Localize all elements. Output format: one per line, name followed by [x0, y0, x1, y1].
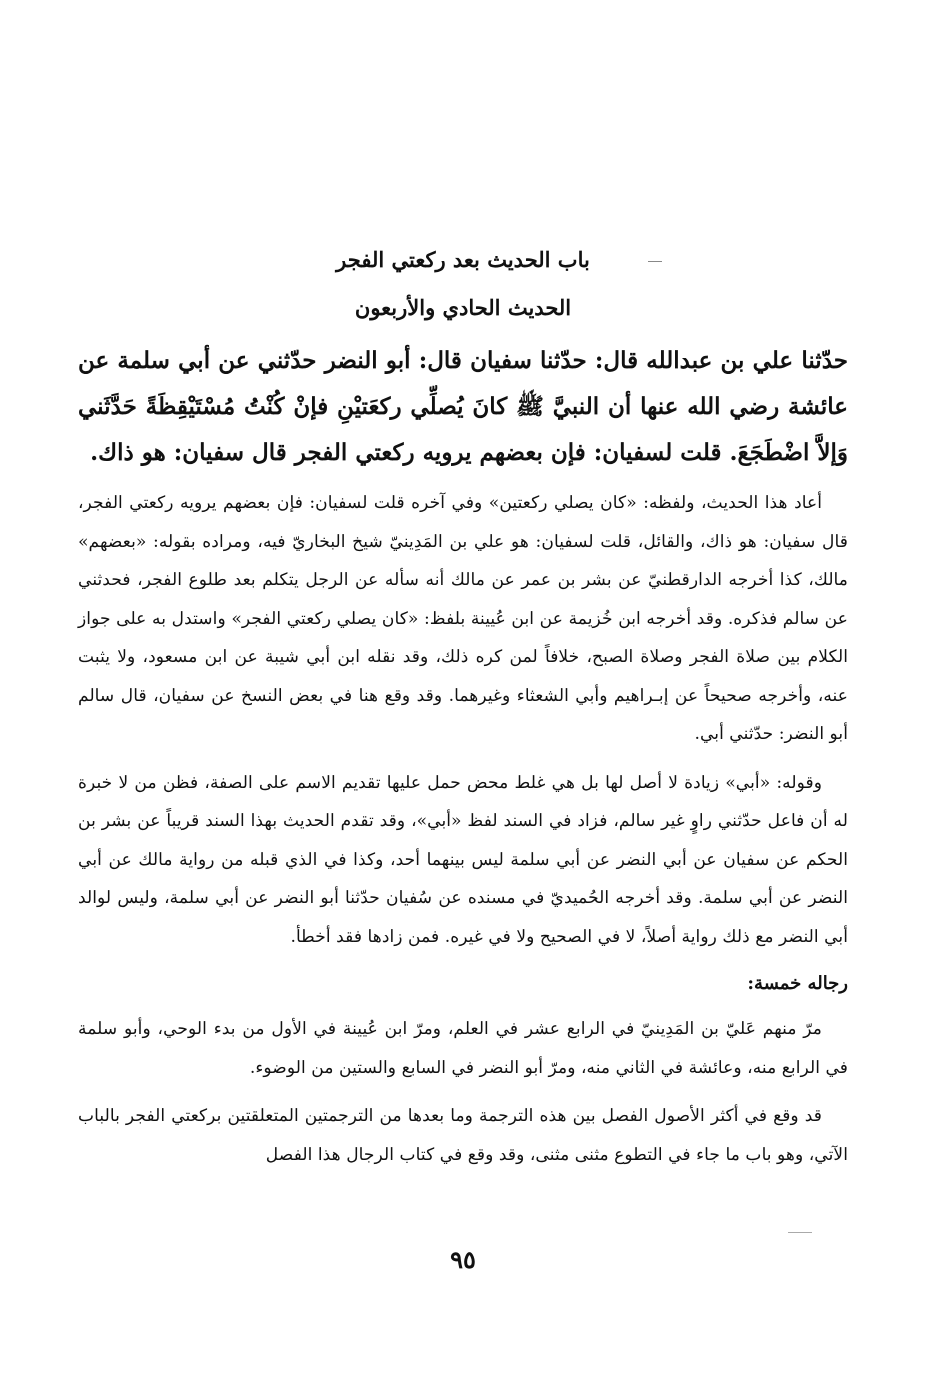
decorative-mark — [788, 1232, 812, 1233]
narrators-heading: رجاله خمسة: — [747, 973, 848, 994]
chapter-title: باب الحديث بعد ركعتي الفجر — [336, 247, 590, 272]
hadith-text: حدّثنا علي بن عبدالله قال: حدّثنا سفيان قال: أبو النضر حدّثني عن أبي سلمة عن عائشة رضي الله عنها أن النبيَّ ﷺ كانَ يُصلِّي ركعَتيْنِ فإنْ كُنْتُ مُسْتَيْقِظَةً حَدَّثَني وَإلاَّ اضْطَجَعَ. قلت لسفيان: فإن بعضهم يرويه ركعتي الفجر قال سفيان: هو ذاك. — [78, 347, 848, 466]
narrators-paragraph: مرّ منهم عَليّ بن المَدِينيّ في الرابع عشر في العلم، ومرّ ابن عُيينة في الأول من بدء الوحي، وأبو سلمة في الرابع منه، وعائشة في الثاني منه، ومرّ أبو النضر في السابع والستين من الوضوء. — [78, 1019, 848, 1078]
closing-paragraph: قد وقع في أكثر الأصول الفصل بين هذه الترجمة وما بعدها من الترجمتين المتعلقتين بركعتي الفجر بالباب الآتي، وهو باب ما جاء في التطوع مثنى مثنى، وقد وقع في كتاب الرجال هذا الفصل — [78, 1106, 848, 1165]
page-body — [78, 236, 848, 1184]
commentary-paragraph-1: أعاد هذا الحديث، ولفظه: «كان يصلي ركعتين» وفي آخره قلت لسفيان: فإن بعضهم يرويه ركعتي الفجر، قال سفيان: هو ذاك، والقائل، قلت لسفيان: هو علي بن المَدِينيّ شيخ البخاريّ فيه، ومراده بقوله: «بعضهم» مالك، كذا أخرجه الدارقطنيّ عن بشر بن عمر عن مالك أنه سأله عن الرجل يتكلم بعد طلوع الفجر، فحدثني عن سالم فذكره. وقد أخرجه ابن خُزيمة عن ابن عُيينة بلفظ: «كان يصلي ركعتي الفجر» واستدل به على جواز الكلام بين صلاة الفجر وصلاة الصبح، خلافاً لمن كره ذلك، وقد نقله ابن أبي شيبة عن ابن مسعود، ولا يثبت عنه، وأخرجه صحيحاً عن إبـراهيم وأبي الشعثاء وغيرهما. وقد وقع هنا في بعض النسخ عن سفيان، قال سالم أبو النضر: حدّثني أبي. — [78, 493, 848, 744]
hadith-number-title: الحديث الحادي والأربعون — [354, 295, 572, 320]
commentary-paragraph-2: وقوله: «أبي» زيادة لا أصل لها بل هي غلط محض حمل عليها تقديم الاسم على الصفة، فظن من لا خبرة له أن فاعل حدّثني راوٍ غير سالم، فزاد في السند لفظ «أبي»، وقد تقدم الحديث بهذا السند قريباً عن بشر بن الحكم عن سفيان عن أبي النضر عن أبي سلمة ليس بينهما أحد، وكذا في الذي قبله من رواية مالك عن أبي النضر عن أبي سلمة. وقد أخرجه الحُميديّ في مسنده عن سُفيان حدّثنا أبو النضر عن أبي سلمة، وليس لوالد أبي النضر مع ذلك رواية أصلاً، لا في الصحيح ولا في غيره. فمن زادها فقد أخطأ. — [78, 772, 848, 947]
page-number: ٩٥ — [450, 1245, 476, 1274]
